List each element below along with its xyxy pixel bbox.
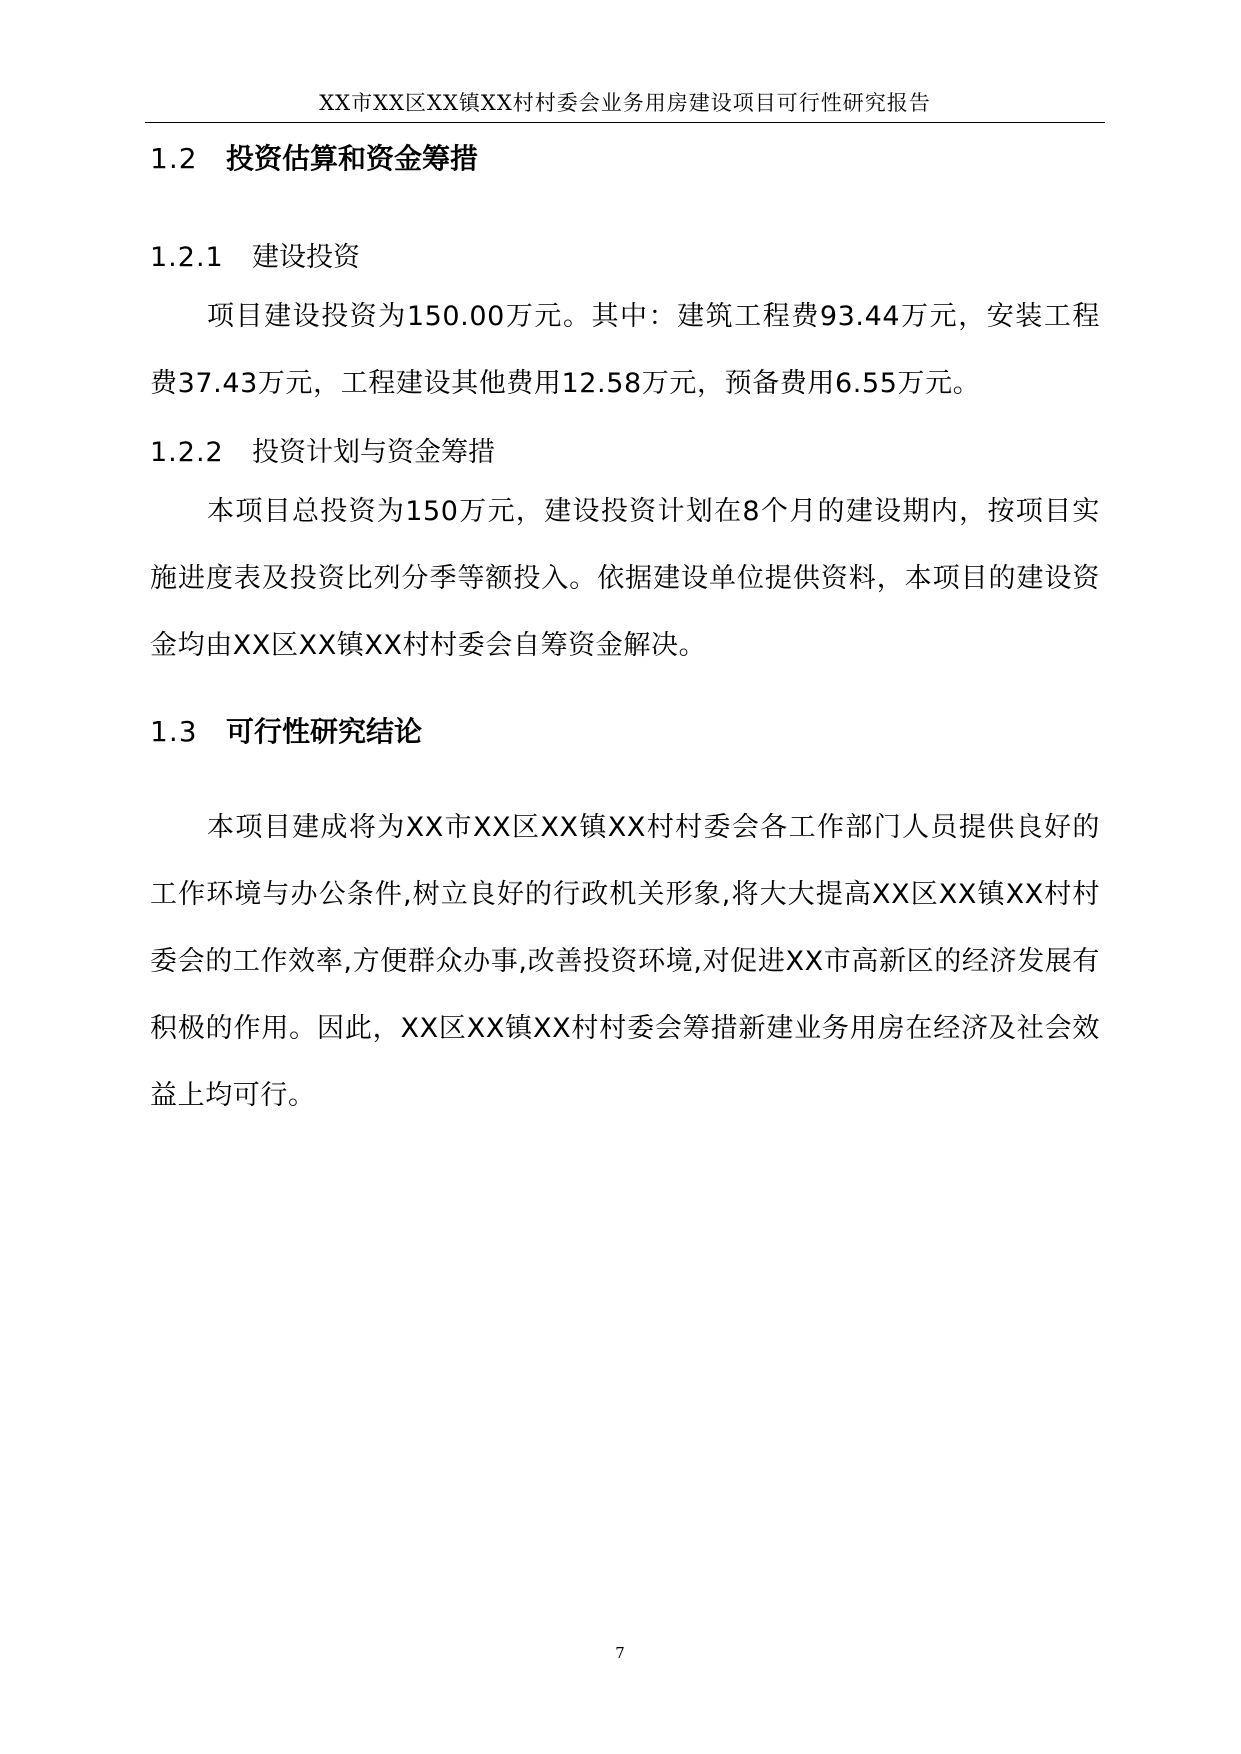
subsection-heading-1-2-1 — [150, 238, 360, 278]
paragraph-investment-plan: 本项目总投资为150万元，建设投资计划在8个月的建设期内，按项目实施进度表及投资比列分季等额投入。依据建设单位提供资料，本项目的建设资金均由XX区XX镇XX村村委会自筹资金解决。 — [150, 496, 1100, 661]
subsection-title: 建设投资 — [252, 242, 360, 273]
page-number: 7 — [615, 1644, 625, 1662]
subsection-number: 1.2.1 — [150, 242, 224, 273]
paragraph-construction-investment: 项目建设投资为150.00万元。其中：建筑工程费93.44万元，安装工程费37.43万元，工程建设其他费用12.58万元，预备费用6.55万元。 — [150, 301, 1100, 399]
subsection-title: 投资计划与资金筹措 — [252, 437, 495, 468]
paragraph-feasibility-conclusion: 本项目建成将为XX市XX区XX镇XX村村委会各工作部门人员提供良好的工作环境与办公条件,树立良好的行政机关形象,将大大提高XX区XX镇XX村村委会的工作效率,方便群众办事,改善投资环境,对促进XX市高新区的经济发展有积极的作用。因此，XX区XX镇XX村村委会筹措新建业务用房在经济及社会效益上均可行。 — [150, 812, 1100, 1111]
running-header: XX市XX区XX镇XX村村委会业务用房建设项目可行性研究报告 — [319, 91, 931, 115]
section-title: 投资估算和资金筹措 — [226, 142, 479, 175]
section-title: 可行性研究结论 — [226, 715, 423, 748]
section-number: 1.2 — [150, 142, 198, 175]
section-number: 1.3 — [150, 715, 198, 748]
section-heading-1-3 — [150, 712, 422, 752]
subsection-heading-1-2-2 — [150, 433, 495, 473]
subsection-number: 1.2.2 — [150, 437, 224, 468]
section-heading-1-2 — [150, 139, 478, 179]
header-divider — [145, 122, 1105, 123]
